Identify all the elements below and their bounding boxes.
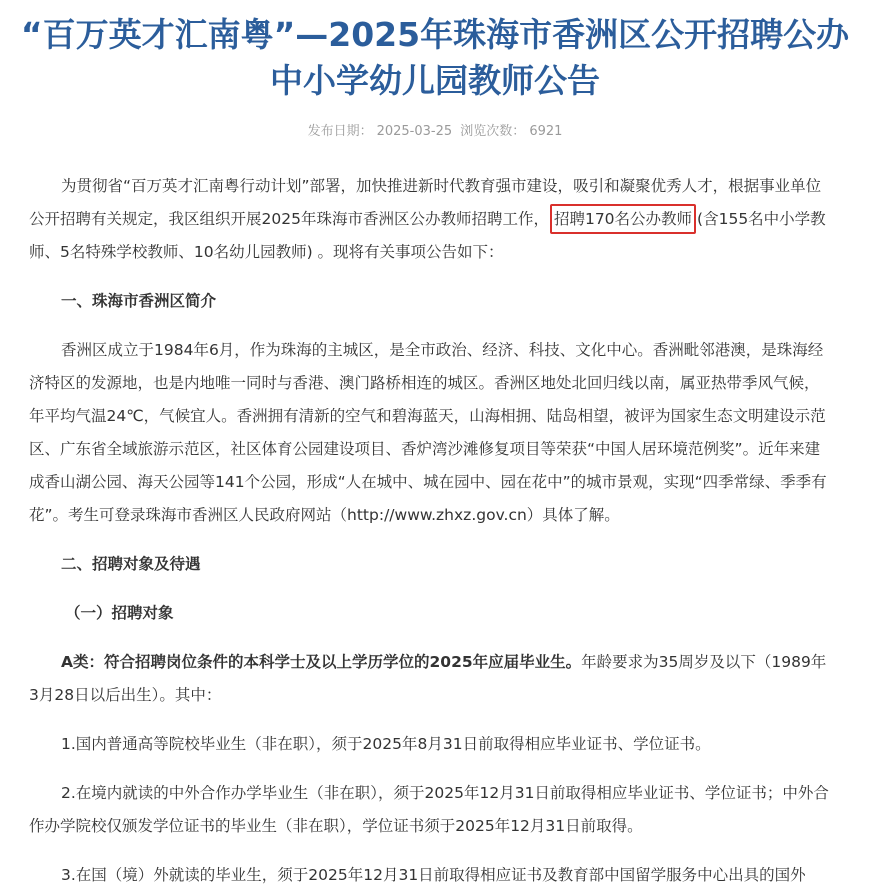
article-body [29, 170, 834, 892]
view-count: 6921 [529, 124, 563, 139]
district-intro-paragraph: 香洲区成立于1984年6月，作为珠海的主城区，是全市政治、经济、科技、文化中心。香洲毗邻港澳，是珠海经济特区的发源地，也是内地唯一同时与香港、澳门路桥相连的城区。香洲区地处北回归线以南，属亚热带季风气候，年平均气温24℃，气候宜人。香洲拥有清新的空气和碧海蓝天，山海相拥、陆岛相望，被评为国家生态文明建设示范区、广东省全域旅游示范区，社区体育公园建设项目、香炉湾沙滩修复项目等荣获“中国人居环境范例奖”。近年来建成香山湖公园、海天公园等141个公园，形成“人在城中、城在园中、园在花中”的城市景观，实现“四季常绿、季季有花”。考生可登录珠海市香洲区人民政府网站（http://www.zhxz.gov.cn）具体了解。 [29, 341, 827, 524]
intro-text-before: 为贯彻省“百万英才汇南粤行动计划”部署，加快推进新时代教育强市建设，吸引和凝聚优秀人才，根据事业单位公开招聘有关规定，我区组织开展2025年珠海市香洲区公办教师招聘工作， [29, 177, 822, 228]
article-title: “百万英才汇南粤”—2025年珠海市香洲区公开招聘公办中小学幼儿园教师公告 [20, 15, 850, 100]
class-a-text: 年龄要求为35周岁及以下（1989年3月28日以后出生）。其中： [29, 653, 827, 704]
class-a-bold: A类：符合招聘岗位条件的本科学士及以上学历学位的2025年应届毕业生。 [61, 653, 582, 671]
list-item-1: 1.国内普通高等院校毕业生（非在职），须于2025年8月31日前取得相应毕业证书、学位证书。 [61, 735, 711, 753]
section-heading-recruitment: 二、招聘对象及待遇 [61, 555, 201, 573]
publish-date: 2025-03-25 [376, 124, 453, 139]
intro-paragraph [29, 170, 834, 269]
intro-text-after: (含155名中小学教师、5名特殊学校教师、10名幼儿园教师) 。现将有关事项公告如下： [29, 210, 826, 261]
list-item-3: 3.在国（境）外就读的毕业生，须于2025年12月31日前取得相应证书及教育部中国留学服务中心出具的国外 [61, 866, 806, 884]
subsection-heading-targets: （一）招聘对象 [65, 604, 174, 622]
article-meta [0, 122, 870, 142]
view-count-label: 浏览次数： [460, 124, 526, 139]
section-heading-intro: 一、珠海市香洲区简介 [61, 292, 217, 310]
list-item-2: 2.在境内就读的中外合作办学毕业生（非在职），须于2025年12月31日前取得相应毕业证书、学位证书；中外合作办学院校仅颁发学位证书的毕业生（非在职），学位证书须于2025年12月31日前取得。 [29, 784, 829, 835]
highlighted-recruit-count: 招聘170名公办教师 [550, 204, 696, 234]
publish-date-label: 发布日期： [307, 124, 373, 139]
class-a-paragraph [29, 646, 834, 712]
